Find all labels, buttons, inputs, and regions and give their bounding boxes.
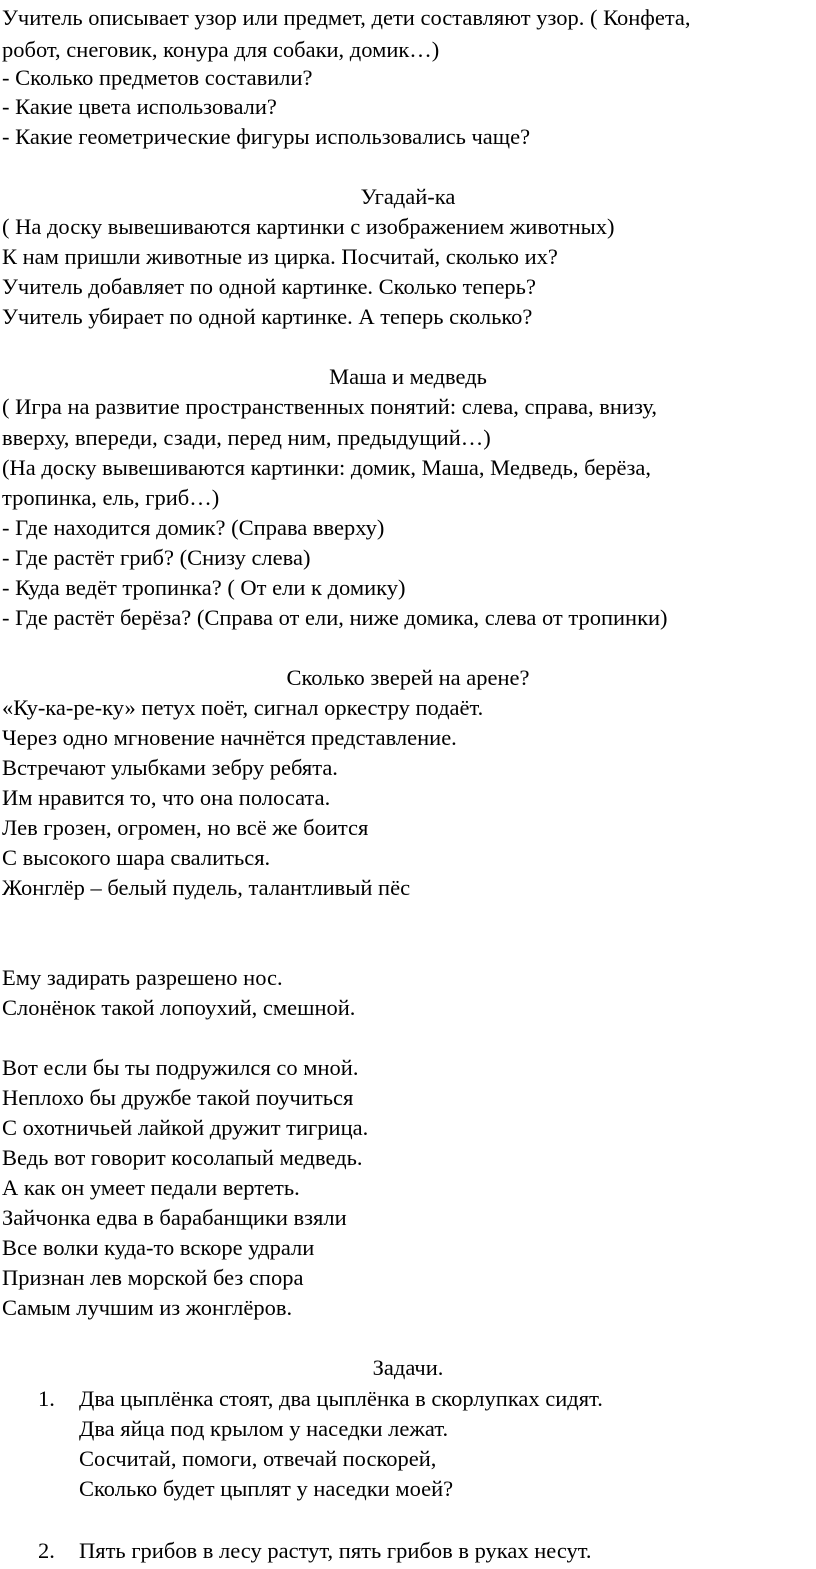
poem-line: Зайчонка едва в барабанщики взяли [2,1205,347,1230]
task-line: Два цыплёнка стоят, два цыплёнка в скорлупках сидят. [79,1386,603,1411]
poem-line: Лев грозен, огромен, но всё же боится [2,815,369,840]
poem-line: Им нравится то, что она полосата. [2,785,331,810]
guess-line: Учитель добавляет по одной картинке. Сколько теперь? [2,274,536,299]
guess-line: К нам пришли животные из цирка. Посчитай, сколько их? [2,244,558,269]
poem-line: Встречают улыбками зебру ребята. [2,755,338,780]
task-line: Сколько будет цыплят у наседки моей? [79,1476,454,1501]
masha-question: - Куда ведёт тропинка? ( От ели к домику) [2,575,406,600]
section-title-tasks: Задачи. [372,1355,444,1380]
poem-line: Через одно мгновение начнётся представление. [2,725,457,750]
poem-line: Слонёнок такой лопоухий, смешной. [2,995,356,1020]
task-line: Сосчитай, помоги, отвечай поскорей, [79,1446,437,1471]
intro-line: Учитель описывает узор или предмет, дети составляют узор. ( Конфета, [2,5,691,30]
masha-line: (На доску вывешиваются картинки: домик, Маша, Медведь, берёза, [2,455,652,480]
poem-line: Неплохо бы дружбе такой поучиться [2,1085,354,1110]
masha-question: - Где растёт берёза? (Справа от ели, ниже домика, слева от тропинки) [2,605,668,630]
poem-line: Ведь вот говорит косолапый медведь. [2,1145,363,1170]
poem-line: Все волки куда-то вскоре удрали [2,1235,315,1260]
masha-line: ( Игра на развитие пространственных понятий: слева, справа, внизу, [2,394,658,419]
section-title-guess: Угадай-ка [360,184,456,209]
poem-line: С высокого шара свалиться. [2,845,271,870]
task-line: Пять грибов в лесу растут, пять грибов в руках несут. [79,1538,592,1563]
poem-line: Жонглёр – белый пудель, талантливый пёс [2,875,411,900]
poem-line: С охотничьей лайкой дружит тигрица. [2,1115,369,1140]
intro-question: - Сколько предметов составили? [2,65,313,90]
masha-line: тропинка, ель, гриб…) [2,485,220,510]
poem-line: Вот если бы ты подружился со мной. [2,1055,359,1080]
section-title-arena: Сколько зверей на арене? [286,665,530,690]
guess-line: ( На доску вывешиваются картинки с изображением животных) [2,214,615,239]
poem-line: Ему задирать разрешено нос. [2,965,283,990]
masha-question: - Где растёт гриб? (Снизу слева) [2,545,311,570]
poem-line: «Ку-ка-ре-ку» петух поёт, сигнал оркестру подаёт. [2,695,484,720]
intro-question: - Какие цвета использовали? [2,94,277,119]
section-title-masha: Маша и медведь [329,364,487,389]
masha-line: вверху, впереди, сзади, перед ним, предыдущий…) [2,425,491,450]
task-number: 1. [38,1386,55,1411]
intro-line: робот, снеговик, конура для собаки, домик…) [2,37,440,62]
poem-line: Признан лев морской без спора [2,1265,304,1290]
guess-line: Учитель убирает по одной картинке. А теперь сколько? [2,304,533,329]
task-line: Два яйца под крылом у наседки лежат. [79,1416,449,1441]
intro-question: - Какие геометрические фигуры использовались чаще? [2,124,531,149]
poem-line: А как он умеет педали вертеть. [2,1175,300,1200]
masha-question: - Где находится домик? (Справа вверху) [2,515,385,540]
poem-line: Самым лучшим из жонглёров. [2,1295,293,1320]
task-number: 2. [38,1538,55,1563]
